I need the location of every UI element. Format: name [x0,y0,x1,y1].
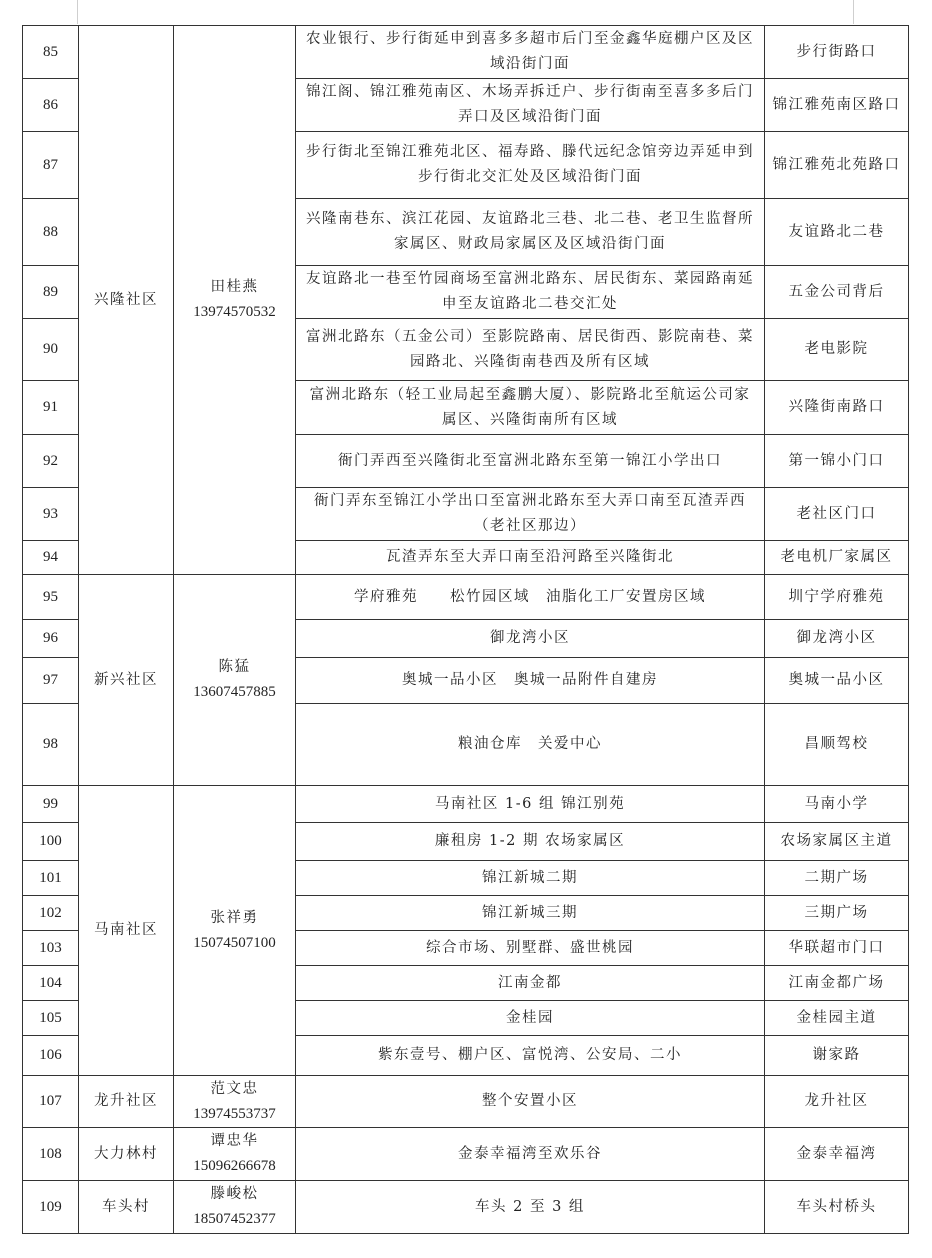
assembly-point: 兴隆街南路口 [765,381,909,435]
community-assignment-table [22,25,909,1234]
table-row [23,786,909,823]
table-row [23,26,909,79]
contact-cell [174,1128,296,1181]
contact-cell [174,1076,296,1128]
row-number: 87 [23,132,79,199]
area-description: 御龙湾小区 [296,620,765,658]
row-number: 94 [23,541,79,575]
contact-phone: 13974570532 [193,304,276,320]
contact-name: 谭忠华 [210,1133,259,1149]
row-number: 89 [23,266,79,319]
assembly-point: 友谊路北二巷 [765,199,909,266]
row-number: 100 [23,823,79,861]
area-description: 紫东壹号、棚户区、富悦湾、公安局、二小 [296,1036,765,1076]
area-description: 锦江新城三期 [296,896,765,931]
table-row [23,1181,909,1234]
area-description: 奥城一品小区 奥城一品附件自建房 [296,658,765,704]
area-description: 江南金都 [296,966,765,1001]
assembly-point: 江南金都广场 [765,966,909,1001]
margin-guide-right [853,0,854,24]
assembly-point: 御龙湾小区 [765,620,909,658]
assembly-point: 昌顺驾校 [765,704,909,786]
row-number: 103 [23,931,79,966]
area-description: 车头 2 至 3 组 [296,1181,765,1234]
area-description: 富洲北路东（轻工业局起至鑫鹏大厦）、影院路北至航运公司家属区、兴隆街南所有区域 [296,381,765,435]
area-description: 农业银行、步行街延申到喜多多超市后门至金鑫华庭棚户区及区域沿街门面 [296,26,765,79]
area-description: 瓦渣弄东至大弄口南至沿河路至兴隆街北 [296,541,765,575]
area-description: 金泰幸福湾至欢乐谷 [296,1128,765,1181]
assembly-point: 谢家路 [765,1036,909,1076]
assembly-point: 华联超市门口 [765,931,909,966]
assembly-point: 老电影院 [765,319,909,381]
contact-phone: 13974553737 [193,1105,276,1122]
row-number: 108 [23,1128,79,1181]
assembly-point: 圳宁学府雅苑 [765,575,909,620]
area-description: 整个安置小区 [296,1076,765,1128]
community-name: 马南社区 [79,786,174,1076]
assembly-point: 马南小学 [765,786,909,823]
row-number: 88 [23,199,79,266]
assembly-point: 农场家属区主道 [765,823,909,861]
assembly-point: 奥城一品小区 [765,658,909,704]
contact-phone: 18507452377 [193,1211,276,1227]
row-number: 98 [23,704,79,786]
row-number: 91 [23,381,79,435]
community-name: 龙升社区 [79,1076,174,1128]
contact-phone: 15096266678 [193,1158,276,1174]
area-description: 衙门弄东至锦江小学出口至富洲北路东至大弄口南至瓦渣弄西（老社区那边） [296,488,765,541]
assembly-point: 老社区门口 [765,488,909,541]
assembly-point: 第一锦小门口 [765,435,909,488]
row-number: 106 [23,1036,79,1076]
area-description: 廉租房 1-2 期 农场家属区 [296,823,765,861]
contact-cell [174,1181,296,1234]
row-number: 90 [23,319,79,381]
row-number: 109 [23,1181,79,1234]
area-description: 富洲北路东（五金公司）至影院路南、居民街西、影院南巷、菜园路北、兴隆街南巷西及所有区域 [296,319,765,381]
assembly-point: 二期广场 [765,861,909,896]
assembly-point: 三期广场 [765,896,909,931]
row-number: 102 [23,896,79,931]
assembly-point: 锦江雅苑北苑路口 [765,132,909,199]
contact-phone: 15074507100 [193,934,276,951]
table-row [23,1128,909,1181]
table-row [23,575,909,620]
area-description: 步行街北至锦江雅苑北区、福寿路、滕代远纪念馆旁边弄延申到步行街北交汇处及区域沿街门面 [296,132,765,199]
assembly-point: 金泰幸福湾 [765,1128,909,1181]
table-row [23,1076,909,1128]
area-description: 金桂园 [296,1001,765,1036]
row-number: 96 [23,620,79,658]
assembly-point: 老电机厂家属区 [765,541,909,575]
community-name: 新兴社区 [79,575,174,786]
area-description: 锦江新城二期 [296,861,765,896]
area-description: 锦江阁、锦江雅苑南区、木场弄拆迁户、步行街南至喜多多后门弄口及区域沿街门面 [296,79,765,132]
row-number: 97 [23,658,79,704]
row-number: 93 [23,488,79,541]
assembly-point: 五金公司背后 [765,266,909,319]
assembly-point: 龙升社区 [765,1076,909,1128]
row-number: 85 [23,26,79,79]
contact-phone: 13607457885 [193,684,276,700]
row-number: 107 [23,1076,79,1128]
row-number: 104 [23,966,79,1001]
row-number: 99 [23,786,79,823]
contact-name: 滕峻松 [210,1186,259,1202]
contact-name: 陈猛 [218,659,251,675]
contact-cell [174,786,296,1076]
community-name: 车头村 [79,1181,174,1234]
contact-name: 张祥勇 [210,909,259,926]
area-description: 衙门弄西至兴隆街北至富洲北路东至第一锦江小学出口 [296,435,765,488]
contact-name: 范文忠 [210,1080,259,1097]
row-number: 92 [23,435,79,488]
contact-name: 田桂燕 [210,279,259,295]
row-number: 95 [23,575,79,620]
margin-guide-left [77,0,78,24]
assembly-point: 锦江雅苑南区路口 [765,79,909,132]
contact-cell [174,26,296,575]
row-number: 101 [23,861,79,896]
area-description: 兴隆南巷东、滨江花园、友谊路北三巷、北二巷、老卫生监督所家属区、财政局家属区及区域沿街门面 [296,199,765,266]
area-description: 粮油仓库 关爱中心 [296,704,765,786]
area-description: 友谊路北一巷至竹园商场至富洲北路东、居民街东、菜园路南延申至友谊路北二巷交汇处 [296,266,765,319]
row-number: 86 [23,79,79,132]
community-name: 大力林村 [79,1128,174,1181]
community-name: 兴隆社区 [79,26,174,575]
area-description: 马南社区 1-6 组 锦江别苑 [296,786,765,823]
area-description: 学府雅苑 松竹园区域 油脂化工厂安置房区域 [296,575,765,620]
assembly-point: 步行街路口 [765,26,909,79]
assembly-point: 车头村桥头 [765,1181,909,1234]
assembly-point: 金桂园主道 [765,1001,909,1036]
contact-cell [174,575,296,786]
row-number: 105 [23,1001,79,1036]
area-description: 综合市场、别墅群、盛世桃园 [296,931,765,966]
